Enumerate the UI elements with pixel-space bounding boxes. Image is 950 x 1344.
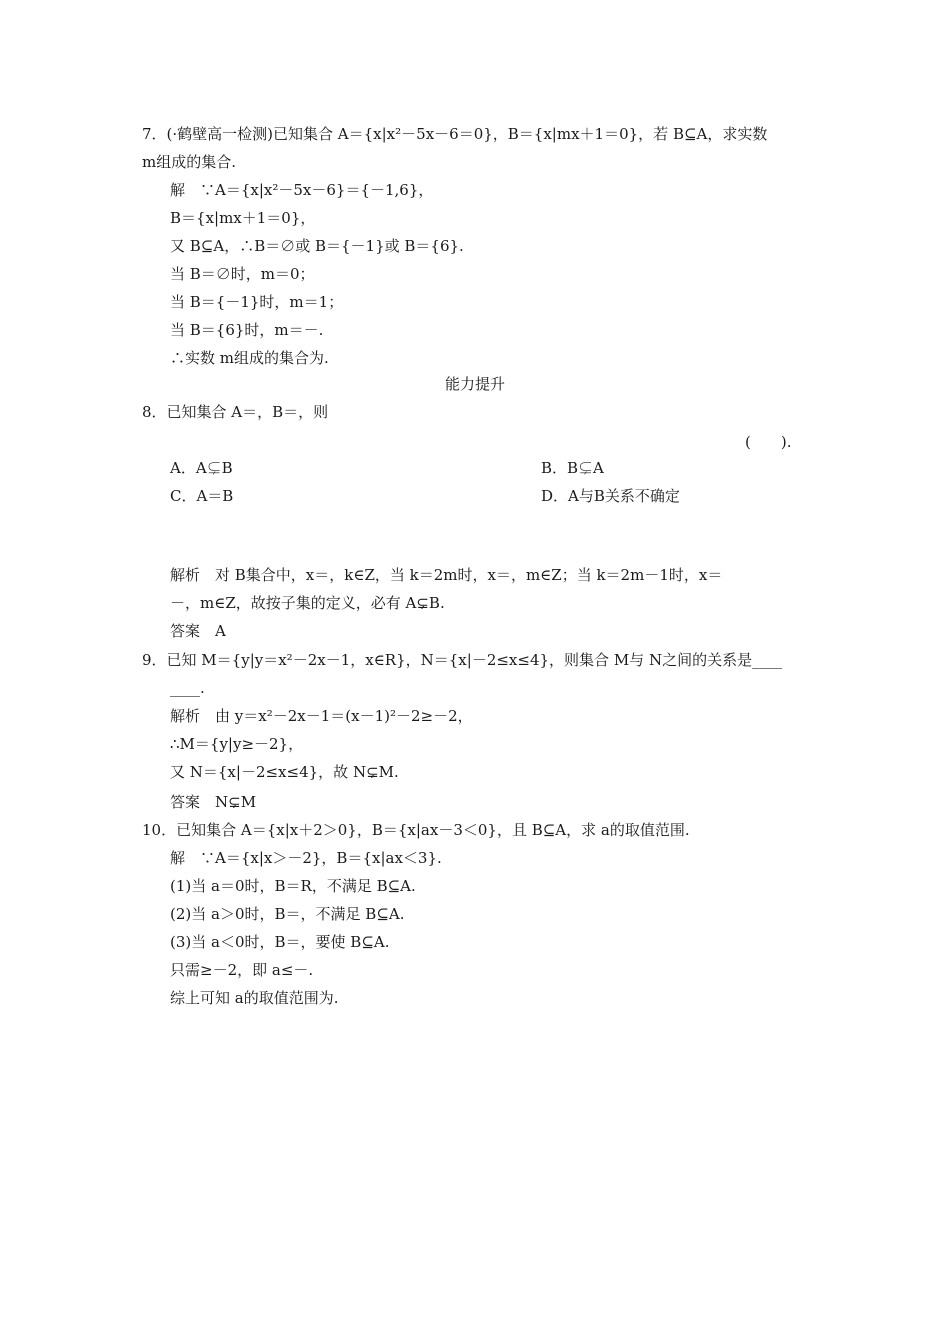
q7-solution-line: 又 B⊆A，∴B＝∅或 B＝{－1}或 B＝{6}. — [170, 237, 464, 255]
q7-solution-line: 当 B＝∅时，m＝0； — [170, 265, 315, 283]
q8-analysis-line-2: －，m∈Z，故按子集的定义，必有 A⊊B. — [170, 594, 445, 612]
q10-solution-line: (1)当 a＝0时，B＝R，不满足 B⊆A. — [170, 877, 416, 895]
q7-stem-line-2: m组成的集合. — [142, 153, 236, 171]
q7-solution-line: 解 ∵A＝{x|x²－5x－6}＝{－1,6}， — [170, 181, 434, 199]
q9-stem-line-2: ____. — [170, 679, 205, 697]
q10-solution-line: 综上可知 a的取值范围为. — [170, 989, 339, 1007]
q9-analysis-line: ∴M＝{y|y≥－2}， — [170, 735, 304, 753]
q7-solution-line: 当 B＝{－1}时，m＝1； — [170, 293, 344, 311]
q10-solution-line: 只需≥－2，即 a≤－. — [170, 961, 314, 979]
q7-solution-line: 当 B＝{6}时，m＝－. — [170, 321, 324, 339]
q9-answer: 答案 N⊊M — [170, 793, 257, 811]
q10-stem: 10．已知集合 A＝{x|x＋2＞0}，B＝{x|ax－3＜0}，且 B⊆A，求 a的取值范围. — [142, 821, 690, 839]
q10-solution-line: 解 ∵A＝{x|x＞－2}，B＝{x|ax＜3}. — [170, 849, 442, 867]
q8-analysis-line-1: 解析 对 B集合中，x＝，k∈Z，当 k＝2m时，x＝，m∈Z；当 k＝2m－1时，x＝ — [170, 566, 723, 584]
q7-solution-line: B＝{x|mx＋1＝0}， — [170, 209, 316, 227]
section-title: 能力提升 — [444, 375, 505, 393]
q8-option-c: C．A＝B — [170, 487, 234, 505]
q8-answer: 答案 A — [170, 622, 226, 640]
q9-stem-line-1: 9．已知 M＝{y|y＝x²－2x－1，x∈R}，N＝{x|－2≤x≤4}，则集合 M与 N之间的关系是____ — [142, 651, 783, 669]
q7-stem-line-1: 7．(·鹤壁高一检测)已知集合 A＝{x|x²－5x－6＝0}，B＝{x|mx＋1＝0}，若 B⊆A，求实数 — [142, 125, 768, 143]
q8-option-a: A．A⊊B — [170, 459, 233, 477]
q10-solution-line: (3)当 a＜0时，B＝，要使 B⊆A. — [170, 933, 390, 951]
q8-stem: 8．已知集合 A＝，B＝，则 — [142, 403, 329, 421]
q9-analysis-line: 又 N＝{x|－2≤x≤4}，故 N⊊M. — [170, 763, 399, 781]
q8-option-d: D．A与B关系不确定 — [541, 487, 680, 505]
q7-solution-line: ∴实数 m组成的集合为. — [170, 349, 329, 367]
q8-answer-bracket: ( ). — [745, 433, 792, 451]
q9-analysis-line: 解析 由 y＝x²－2x－1＝(x－1)²－2≥－2， — [170, 707, 473, 725]
q10-solution-line: (2)当 a＞0时，B＝，不满足 B⊆A. — [170, 905, 405, 923]
q8-option-b: B．B⊊A — [541, 459, 604, 477]
